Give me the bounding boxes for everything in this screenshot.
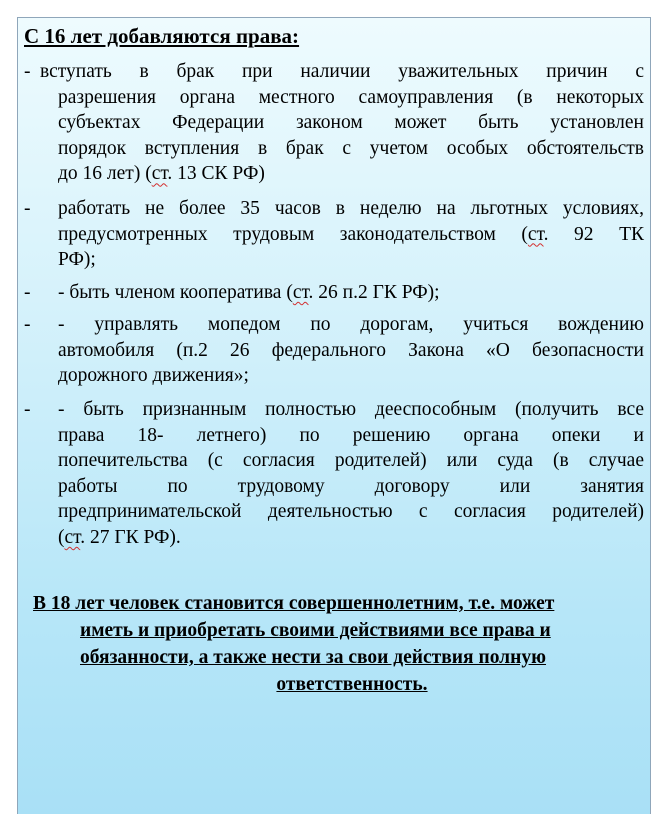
text-line: субъектах Федерации законом может быть установлен bbox=[58, 112, 644, 134]
text-line: работать не более 35 часов в неделю на льготных условиях, bbox=[58, 198, 644, 219]
list-item-text bbox=[58, 280, 644, 306]
text-line: - быть признанным полностью дееспособным (получить все bbox=[58, 399, 644, 420]
bullet-dash: - bbox=[24, 399, 31, 420]
text-line: дорожного движения»; bbox=[58, 365, 249, 387]
list-item-text bbox=[58, 196, 644, 273]
text-line: порядок вступления в брак с учетом особых обстоятельств bbox=[58, 137, 644, 159]
text-line: - быть членом кооператива (ст. 26 п.2 ГК РФ); bbox=[58, 282, 440, 303]
section-heading: С 16 лет добавляются права: bbox=[24, 24, 300, 48]
bullet-dash: - bbox=[24, 198, 31, 219]
conclusion-line: В 18 лет человек становится совершеннолетним, т.е. может bbox=[33, 593, 555, 614]
text-line: предусмотренных трудовым законодательством (ст. 92 ТК bbox=[58, 223, 644, 245]
text-line: права 18- летнего) по решению органа опеки и bbox=[58, 424, 644, 446]
spellcheck-underline: ст bbox=[64, 526, 81, 548]
spellcheck-underline: ст bbox=[151, 163, 168, 185]
bullet-dash: - bbox=[24, 61, 31, 82]
spellcheck-underline: ст bbox=[292, 282, 309, 303]
conclusion-statement bbox=[28, 590, 646, 698]
list-item-text bbox=[58, 397, 644, 551]
bullet-dash: - bbox=[24, 282, 31, 303]
spellcheck-underline: ст bbox=[527, 223, 544, 245]
text-line: разрешения органа местного самоуправления (в некоторых bbox=[58, 86, 644, 108]
conclusion-line: обязанности, а также нести за свои действия полную bbox=[80, 647, 547, 668]
text-line: вступать в брак при наличии уважительных причин с bbox=[40, 61, 644, 82]
text-line: автомобиля (п.2 26 федерального Закона «О безопасности bbox=[58, 339, 644, 361]
conclusion-line: иметь и приобретать своими действиями все права и bbox=[80, 620, 551, 641]
text-line: работы по трудовому договору или занятия bbox=[58, 475, 644, 497]
text-line: (ст. 27 ГК РФ). bbox=[58, 526, 181, 548]
list-item-text bbox=[58, 312, 644, 389]
list-item-text bbox=[40, 59, 644, 187]
text-line: - управлять мопедом по дорогам, учиться вождению bbox=[58, 314, 644, 335]
text-line: попечительства (с согласия родителей) или суда (в случае bbox=[58, 450, 644, 472]
conclusion-line: ответственность. bbox=[276, 674, 428, 695]
text-line: РФ); bbox=[58, 249, 96, 271]
text-line: предпринимательской деятельностью с согласия родителей) bbox=[58, 501, 644, 523]
bullet-dash: - bbox=[24, 314, 31, 335]
text-line: до 16 лет) (ст. 13 СК РФ) bbox=[58, 163, 265, 185]
